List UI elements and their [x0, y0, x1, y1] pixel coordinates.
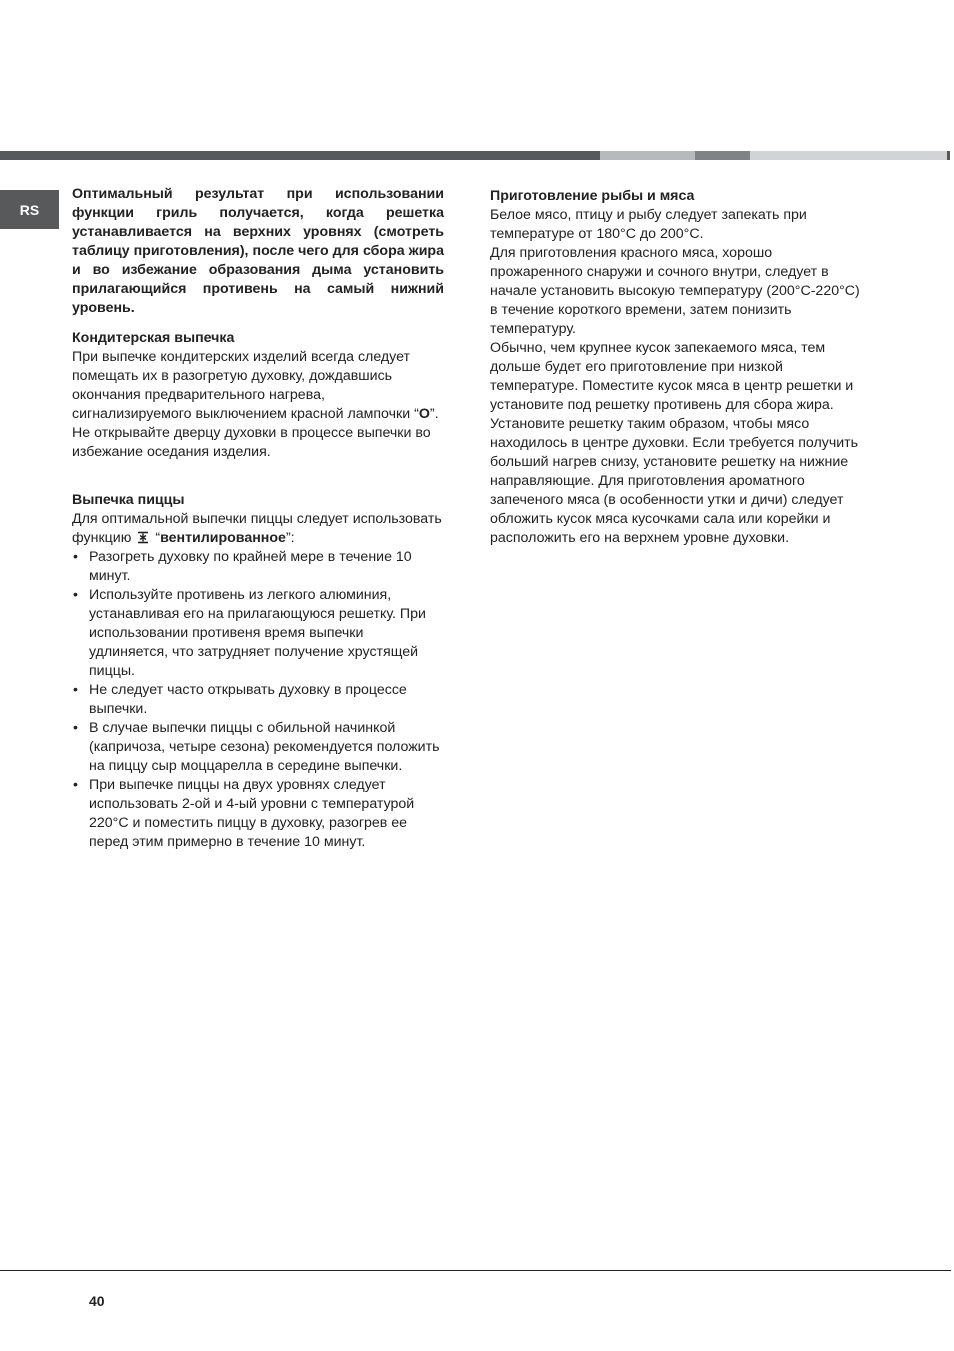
left-column: [72, 185, 444, 852]
list-item: • При выпечке пиццы на двух уровнях следует использовать 2-ой и 4-ый уровни с температурой 220°С и поместить пиццу в духовку, разогрев ее перед этим примерно в течение 10 минут.: [72, 776, 444, 852]
pastry-heading: Кондитерская выпечка: [72, 330, 235, 346]
lamp-symbol: O: [418, 406, 430, 422]
header-bar-segment: [695, 151, 750, 160]
header-color-bar: [0, 151, 950, 160]
fan-icon: [137, 531, 149, 544]
pizza-heading: Выпечка пиццы: [72, 492, 185, 508]
list-item: • Используйте противень из легкого алюминия, устанавливая его на прилагающуюся решетку. При использовании противеня время выпечки удлиняется, что затрудняет получение хрустящей пиццы.: [72, 586, 444, 681]
fish-meat-heading: Приготовление рыбы и мяса: [490, 188, 695, 204]
header-bar-segment: [947, 151, 950, 160]
list-item: • Не следует часто открывать духовку в процессе выпечки.: [72, 681, 444, 719]
paragraph: Обычно, чем крупнее кусок запекаемого мяса, тем дольше будет его приготовление при низкой температуре. Поместите кусок мяса в центр решетки и установите под решетку противень для сбора жира.: [490, 340, 854, 413]
pizza-tips-list: [72, 548, 444, 852]
header-bar-segment: [600, 151, 695, 160]
list-item: • В случае выпечки пиццы с обильной начинкой (капричоза, четыре сезона) рекомендуется положить на пиццу сыр моццарелла в середине выпечки.: [72, 719, 444, 776]
language-tab: RS: [0, 190, 59, 229]
header-bar-segment: [0, 151, 600, 160]
paragraph: Белое мясо, птицу и рыбу следует запекать при температуре от 180°С до 200°С.: [490, 207, 807, 242]
pastry-paragraph: При выпечке кондитерских изделий всегда следует помещать их в разогретую духовку, дождавшись окончания предварительного нагрева, сигнализируемого выключением красной лампочки “O”. Не открывайте дверцу духовки в процессе выпечки во избежание оседания изделия.: [72, 349, 439, 460]
list-item: • Разогреть духовку по крайней мере в течение 10 минут.: [72, 548, 444, 586]
pizza-intro: Для оптимальной выпечки пиццы следует использовать функцию “вентилированное”:: [72, 511, 442, 546]
grill-intro-paragraph: Оптимальный результат при использовании функции гриль получается, когда решетка устанавливается на верхних уровнях (смотреть таблицу приготовления), после чего для сбора жира и во избежание образования дыма установить прилагающийся противень на самый нижний уровень.: [72, 186, 444, 316]
paragraph: Для приготовления красного мяса, хорошо прожаренного снаружи и сочного внутри, следует в начале установить высокую температуру (200°С-220°С) в течение короткого времени, затем понизить температуру.: [490, 245, 860, 337]
function-name: вентилированное: [160, 530, 286, 546]
paragraph: Установите решетку таким образом, чтобы мясо находилось в центре духовки. Если требуется получить больший нагрев снизу, установите решетку на нижние направляющие. Для приготовления ароматного запеченого мяса (в особенности утки и дичи) следует обложить кусок мяса кусочками сала или корейки и расположить его на верхнем уровне духовки.: [490, 416, 859, 546]
right-column: [490, 187, 866, 548]
page-number: 40: [89, 1293, 105, 1309]
header-bar-segment: [750, 151, 947, 160]
footer-divider: [0, 1270, 951, 1271]
